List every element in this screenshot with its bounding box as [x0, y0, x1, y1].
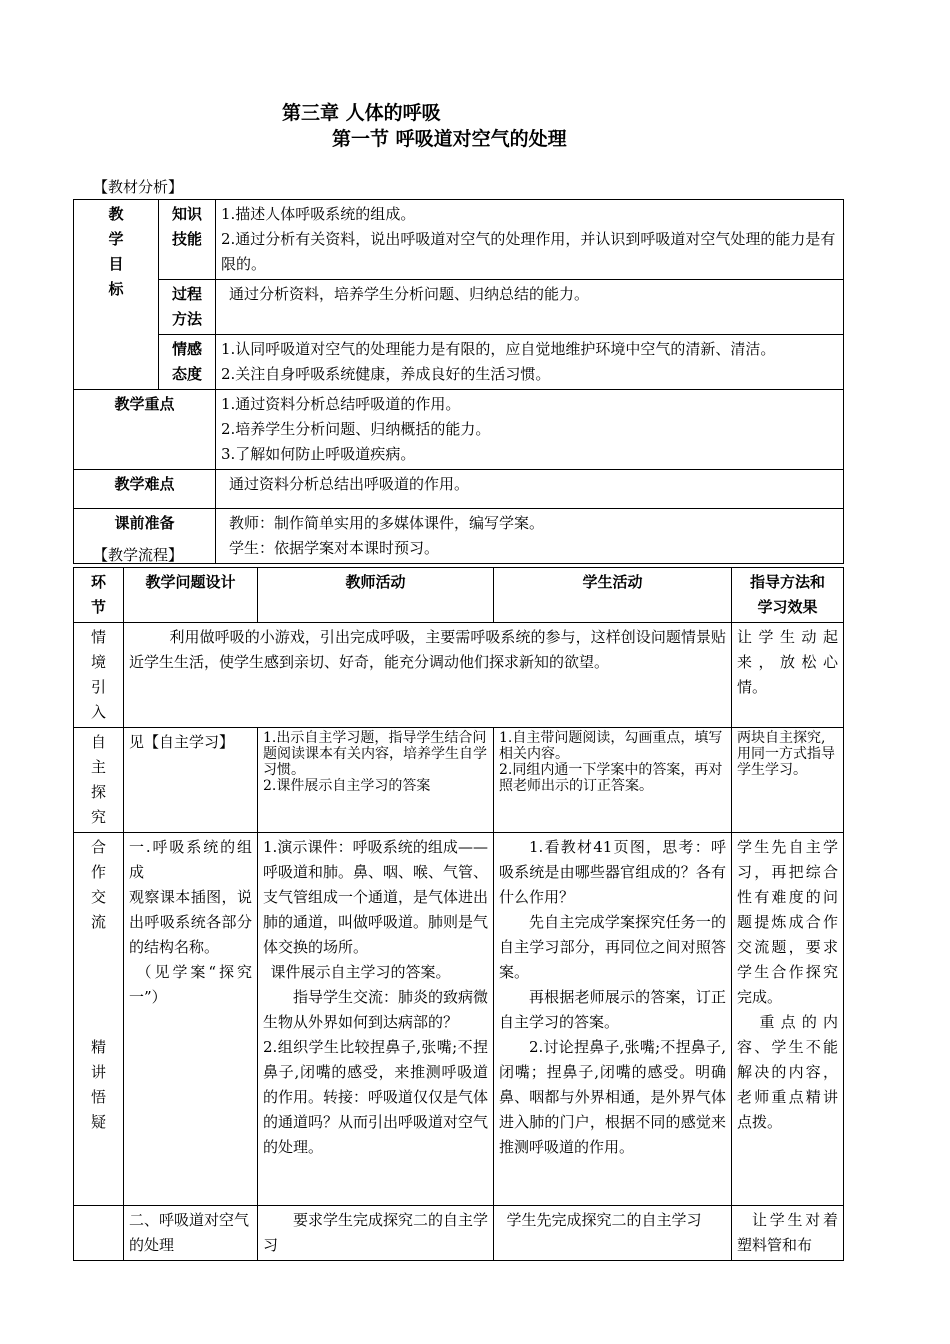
- intro-stage: 情 境 引 入: [74, 623, 124, 728]
- cooperate-design: 一.呼吸系统的组成 观察课本插图，说出呼吸系统各部分的结构名称。 （见学案“探究一”）: [124, 833, 258, 1206]
- self-study-design: 见【自主学习】: [124, 728, 258, 833]
- intro-method: 让学生动起来，放松心情。: [732, 623, 844, 728]
- chapter-title: 第三章 人体的呼吸: [282, 102, 441, 124]
- airway-student: 学生先完成探究二的自主学习: [494, 1206, 732, 1261]
- cooperate-stage: 合 作 交 流 精 讲 悟 疑: [74, 833, 124, 1206]
- cooperate-student: 1.看教材41页图，思考：呼吸系统是由哪些器官组成的？各有什么作用？ 先自主完成学案探究任务一的自主学习部分，再同位之间对照答案。 再根据老师展示的答案，订正自主学习的答案。 2.讨论捏鼻子,张嘴;不捏鼻子,闭嘴；捏鼻子,闭嘴的感受。明确鼻、咽都与外界相通，是外界气体进入肺的门户，根据不同的感觉来推测呼吸道的作用。: [494, 833, 732, 1206]
- emotion-label: 情感 态度: [159, 335, 216, 390]
- difficulty-text: 通过资料分析总结出呼吸道的作用。: [216, 470, 844, 509]
- prep-label: 课前准备: [74, 509, 216, 564]
- process-label: 过程 方法: [159, 280, 216, 335]
- self-study-method: 两块自主探究,用同一方式指导学生学习。: [732, 728, 844, 833]
- self-study-stage: 自 主 探 究: [74, 728, 124, 833]
- header-student: 学生活动: [494, 568, 732, 623]
- self-study-teacher: 1.出示自主学习题，指导学生结合问题阅读课本有关内容，培养学生自学习惯。 2.课件展示自主学习的答案: [258, 728, 494, 833]
- cooperate-teacher: 1.演示课件：呼吸系统的组成——呼吸道和肺。鼻、咽、喉、气管、支气管组成一个通道，是气体进出肺的通道，叫做呼吸道。肺则是气体交换的场所。 课件展示自主学习的答案。 指导学生交流：肺炎的致病微生物从外界如何到达病部的？ 2.组织学生比较捏鼻子,张嘴;不捏鼻子,闭嘴的感受，来推测呼吸道的作用。转接：呼吸道仅仅是气体的通道吗？从而引出呼吸道对空气的处理。: [258, 833, 494, 1206]
- header-method: 指导方法和 学习效果: [732, 568, 844, 623]
- prep-items: 教师：制作简单实用的多媒体课件，编写学案。 学生：依据学案对本课时预习。: [216, 509, 844, 564]
- airway-stage: [74, 1206, 124, 1261]
- intro-content: 利用做呼吸的小游戏，引出完成呼吸，主要需呼吸系统的参与，这样创设问题情景贴近学生生活，使学生感到亲切、好奇，能充分调动他们探求新知的欲望。: [124, 623, 732, 728]
- flow-table: [73, 567, 844, 1261]
- key-points: 1.通过资料分析总结呼吸道的作用。 2.培养学生分析问题、归纳概括的能力。 3.了解如何防止呼吸道疾病。: [216, 390, 844, 470]
- header-teacher: 教师活动: [258, 568, 494, 623]
- section-title: 第一节 呼吸道对空气的处理: [332, 128, 567, 150]
- airway-teacher: 要求学生完成探究二的自主学习: [258, 1206, 494, 1261]
- goal-header: 教 学 目 标: [74, 200, 159, 390]
- self-study-student: 1.自主带问题阅读，勾画重点，填写相关内容。 2.同组内通一下学案中的答案，再对照老师出示的订正答案。: [494, 728, 732, 833]
- analysis-label: 【教材分析】: [93, 178, 184, 196]
- key-points-label: 教学重点: [74, 390, 216, 470]
- flow-label: 【教学流程】: [93, 546, 184, 564]
- airway-design: 二、呼吸道对空气的处理: [124, 1206, 258, 1261]
- analysis-table: [73, 199, 844, 564]
- knowledge-label: 知识 技能: [159, 200, 216, 280]
- header-stage: 环 节: [74, 568, 124, 623]
- difficulty-label: 教学难点: [74, 470, 216, 509]
- process-text: 通过分析资料，培养学生分析问题、归纳总结的能力。: [216, 280, 844, 335]
- airway-method: 让学生对着塑料管和布: [732, 1206, 844, 1261]
- header-design: 教学问题设计: [124, 568, 258, 623]
- emotion-items: 1.认同呼吸道对空气的处理能力是有限的，应自觉地维护环境中空气的清新、清洁。 2.关注自身呼吸系统健康，养成良好的生活习惯。: [216, 335, 844, 390]
- knowledge-items: 1.描述人体呼吸系统的组成。 2.通过分析有关资料，说出呼吸道对空气的处理作用，并认识到呼吸道对空气处理的能力是有限的。: [216, 200, 844, 280]
- cooperate-method: 学生先自主学习，再把综合性有难度的问题提炼成合作交流题，要求学生合作探究完成。 重点的内容、学生不能解决的内容，老师重点精讲点拨。: [732, 833, 844, 1206]
